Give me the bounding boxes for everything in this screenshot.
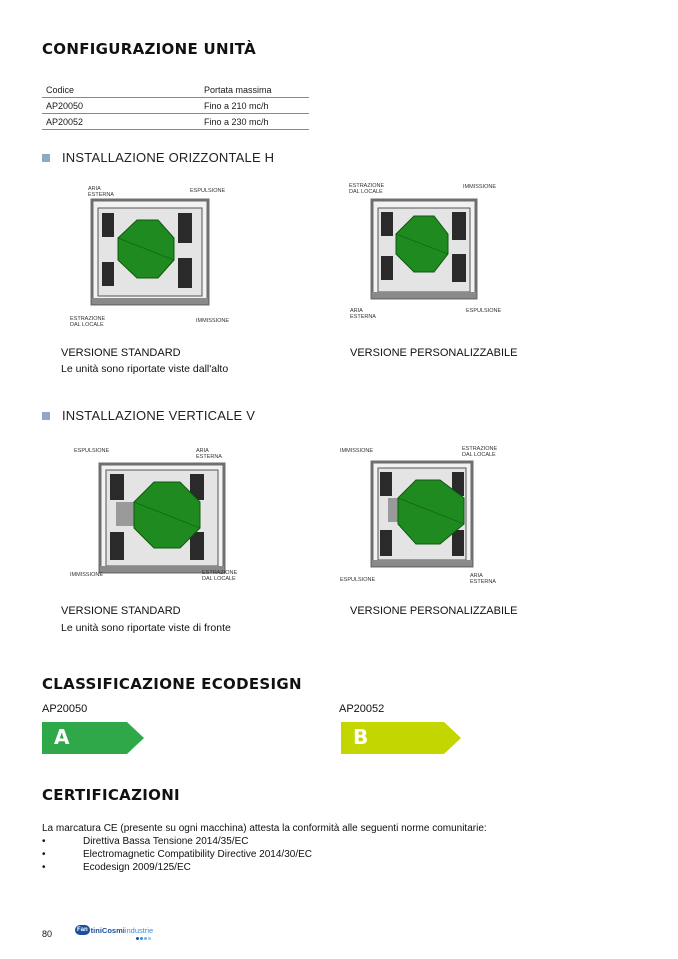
brand-logo bbox=[75, 925, 153, 935]
label-bottom-left: ESPULSIONE bbox=[340, 577, 376, 583]
hrv-unit-illustration bbox=[62, 178, 240, 328]
page-number: 80 bbox=[42, 929, 53, 939]
table-cell-code: AP20050 bbox=[42, 98, 200, 114]
vertical-custom-title: VERSIONE PERSONALIZZABILE bbox=[350, 605, 518, 617]
config-table bbox=[42, 82, 309, 130]
bullet-dot: • bbox=[42, 849, 46, 860]
label-bottom-right: ESTRAZIONE DAL LOCALE bbox=[202, 570, 238, 582]
certifications-list bbox=[42, 835, 312, 874]
table-header-row bbox=[42, 82, 309, 98]
table-header-code: Codice bbox=[42, 82, 200, 98]
vertical-custom-diagram bbox=[336, 440, 516, 598]
table-cell-flow: Fino a 210 mc/h bbox=[200, 98, 309, 114]
square-bullet-icon bbox=[42, 412, 50, 420]
horizontal-heading: INSTALLAZIONE ORIZZONTALE H bbox=[42, 150, 274, 165]
certifications-title: CERTIFICAZIONI bbox=[42, 786, 180, 804]
list-item: • Ecodesign 2009/125/EC bbox=[42, 862, 191, 873]
bullet-dot: • bbox=[42, 862, 46, 873]
list-item: • Direttiva Bassa Tensione 2014/35/EC bbox=[42, 836, 249, 847]
label-top-left: ESPULSIONE bbox=[74, 448, 110, 454]
logo-text-bold: tiniCosmi bbox=[90, 925, 125, 935]
ecodesign-title: CLASSIFICAZIONE ECODESIGN bbox=[42, 675, 302, 693]
label-bottom-left: ESTRAZIONE DAL LOCALE bbox=[70, 316, 106, 328]
square-bullet-icon bbox=[42, 154, 50, 162]
ecodesign-code-1: AP20050 bbox=[42, 703, 88, 715]
logo-dot bbox=[136, 937, 139, 940]
label-bottom-right: ARIA ESTERNA bbox=[470, 573, 496, 585]
table-row bbox=[42, 98, 309, 114]
table-cell-code: AP20052 bbox=[42, 114, 200, 130]
label-bottom-left: IMMISSIONE bbox=[70, 572, 104, 578]
logo-dots bbox=[136, 937, 151, 940]
logo-dot bbox=[148, 937, 151, 940]
energy-class-a-badge bbox=[42, 722, 144, 754]
horizontal-standard-note: Le unità sono riportate viste dall'alto bbox=[61, 363, 229, 375]
certifications-intro: La marcatura CE (presente su ogni macchina) attesta la conformità alle seguenti norme comunitarie: bbox=[42, 823, 487, 834]
table-row bbox=[42, 114, 309, 130]
list-item: • Electromagnetic Compatibility Directive 2014/30/EC bbox=[42, 849, 312, 860]
energy-class-letter: A bbox=[54, 725, 70, 749]
label-top-right: IMMISSIONE bbox=[463, 184, 497, 190]
label-bottom-right: ESPULSIONE bbox=[466, 308, 502, 314]
vertical-standard-note: Le unità sono riportate viste di fronte bbox=[61, 622, 231, 634]
logo-dot bbox=[140, 937, 143, 940]
hrv-unit-illustration bbox=[348, 178, 508, 328]
logo-text-light: industrie bbox=[124, 925, 154, 935]
label-top-right: ARIA ESTERNA bbox=[196, 448, 222, 460]
label-top-left: ARIA ESTERNA bbox=[88, 186, 114, 198]
horizontal-custom-diagram bbox=[348, 178, 508, 328]
label-top-left: IMMISSIONE bbox=[340, 448, 374, 454]
logo-dot bbox=[144, 937, 147, 940]
energy-class-b-badge bbox=[341, 722, 461, 754]
config-title: CONFIGURAZIONE UNITÀ bbox=[42, 40, 257, 58]
label-top-right: ESPULSIONE bbox=[190, 188, 226, 194]
ecodesign-code-2: AP20052 bbox=[339, 703, 385, 715]
table-header-flow: Portata massima bbox=[200, 82, 309, 98]
label-bottom-right: IMMISSIONE bbox=[196, 318, 230, 324]
label-bottom-left: ARIA ESTERNA bbox=[350, 308, 376, 320]
label-top-right: ESTRAZIONE DAL LOCALE bbox=[462, 446, 498, 458]
horizontal-custom-title: VERSIONE PERSONALIZZABILE bbox=[350, 347, 518, 359]
vertical-standard-diagram bbox=[64, 440, 252, 598]
vertical-standard-title: VERSIONE STANDARD bbox=[61, 605, 181, 617]
horizontal-standard-diagram bbox=[62, 178, 240, 328]
label-top-left: ESTRAZIONE DAL LOCALE bbox=[349, 183, 385, 195]
table-cell-flow: Fino a 230 mc/h bbox=[200, 114, 309, 130]
logo-badge: Fan bbox=[77, 927, 88, 933]
horizontal-standard-title: VERSIONE STANDARD bbox=[61, 347, 181, 359]
bullet-dot: • bbox=[42, 836, 46, 847]
energy-class-letter: B bbox=[353, 725, 369, 749]
vertical-heading: INSTALLAZIONE VERTICALE V bbox=[42, 408, 255, 423]
